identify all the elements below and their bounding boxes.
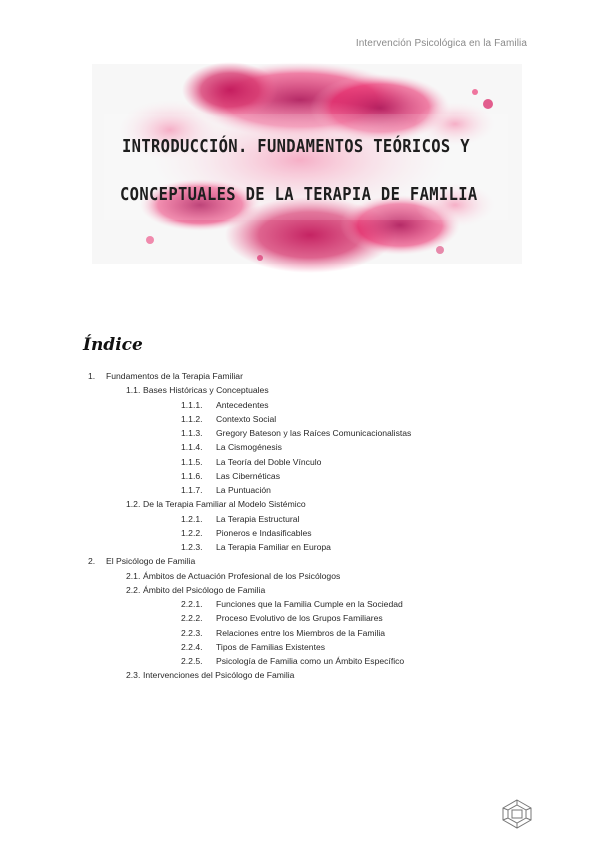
- toc-entry: [181, 513, 299, 525]
- toc-entry-number: 1.2.1.: [181, 514, 203, 524]
- header-title: Intervención Psicológica en la Familia: [355, 38, 527, 49]
- toc-entry-number: 1.1.2.: [181, 414, 203, 424]
- toc-entry-label: Pioneros e Indasificables: [216, 528, 312, 538]
- toc-entry: [181, 441, 282, 453]
- toc-entry-number: 2.2.4.: [181, 642, 203, 652]
- toc-entry-label: Funciones que la Familia Cumple en la Sociedad: [216, 599, 403, 609]
- toc-entry: [126, 498, 306, 510]
- toc-entry-number: 2.3.: [126, 670, 141, 680]
- toc-entry: [181, 527, 312, 539]
- toc-entry-number: 1.: [88, 371, 96, 381]
- toc-entry-label: Contexto Social: [216, 414, 277, 424]
- toc-entry-label: La Terapia Estructural: [216, 514, 300, 524]
- toc-entry: [181, 456, 321, 468]
- toc-entry-label: La Cismogénesis: [216, 442, 282, 452]
- toc-entry: [181, 641, 325, 653]
- toc-entry: [181, 484, 271, 496]
- toc-entry: [181, 598, 403, 610]
- toc-entry: [181, 399, 269, 411]
- toc-entry-label: La Terapia Familiar en Europa: [216, 542, 331, 552]
- toc-entry: [181, 470, 280, 482]
- toc-entry: [181, 541, 331, 553]
- toc-entry-label: La Teoría del Doble Vínculo: [216, 457, 322, 467]
- toc-entry-number: 2.2.2.: [181, 613, 203, 623]
- toc-entry-number: 2.1.: [126, 571, 141, 581]
- toc-entry-label: La Puntuación: [216, 485, 271, 495]
- toc-entry-number: 1.2.3.: [181, 542, 203, 552]
- toc-entry-label: Antecedentes: [216, 400, 269, 410]
- toc-entry-number: 1.1.6.: [181, 471, 203, 481]
- toc-entry-number: 2.: [88, 556, 96, 566]
- toc-entry-label: Gregory Bateson y las Raíces Comunicacionalistas: [216, 428, 412, 438]
- toc-entry: [181, 413, 276, 425]
- main-title-line-1: INTRODUCCIÓN. FUNDAMENTOS TEÓRICOS Y: [122, 136, 470, 157]
- toc-entry: [88, 370, 243, 382]
- toc-entry-number: 1.1.: [126, 385, 141, 395]
- toc-entry-number: 1.1.5.: [181, 457, 203, 467]
- main-title-line-2: CONCEPTUALES DE LA TERAPIA DE FAMILIA: [120, 184, 478, 205]
- toc-entry-number: 1.1.1.: [181, 400, 203, 410]
- toc-entry-label: Fundamentos de la Terapia Familiar: [106, 371, 243, 381]
- toc-entry-number: 2.2.: [126, 585, 141, 595]
- toc-entry-number: 1.2.: [126, 499, 141, 509]
- index-heading: Índice: [83, 335, 143, 355]
- toc-entry-number: 2.2.5.: [181, 656, 203, 666]
- toc-entry-number: 1.1.4.: [181, 442, 203, 452]
- toc-entry-label: De la Terapia Familiar al Modelo Sistémico: [143, 499, 306, 509]
- toc-entry-label: Psicología de Familia como un Ámbito Específico: [216, 656, 405, 666]
- toc-entry: [126, 384, 269, 396]
- toc-entry: [181, 612, 383, 624]
- toc-entry: [181, 655, 404, 667]
- toc-entry-label: El Psicólogo de Familia: [106, 556, 196, 566]
- toc-entry-number: 1.1.7.: [181, 485, 203, 495]
- toc-entry-number: 1.1.3.: [181, 428, 203, 438]
- toc-entry-number: 1.2.2.: [181, 528, 203, 538]
- toc-entry: [126, 584, 265, 596]
- toc-entry-label: Bases Históricas y Conceptuales: [143, 385, 269, 395]
- toc-entry-label: Ámbitos de Actuación Profesional de los Psicólogos: [143, 571, 341, 581]
- toc-entry-label: Tipos de Familias Existentes: [216, 642, 326, 652]
- toc-entry-label: Ámbito del Psicólogo de Familia: [143, 585, 266, 595]
- toc-entry: [181, 627, 385, 639]
- toc-entry: [181, 427, 411, 439]
- toc-entry: [126, 669, 294, 681]
- toc-entry-label: Relaciones entre los Miembros de la Familia: [216, 628, 386, 638]
- toc-entry-label: Las Cibernéticas: [216, 471, 281, 481]
- toc-entry: [126, 570, 340, 582]
- toc-entry-number: 2.2.1.: [181, 599, 203, 609]
- toc-entry-label: Intervenciones del Psicólogo de Familia: [143, 670, 295, 680]
- toc-entry: [88, 555, 195, 567]
- mandala-logo-icon: [500, 798, 534, 834]
- toc-entry-number: 2.2.3.: [181, 628, 203, 638]
- toc-entry-label: Proceso Evolutivo de los Grupos Familiares: [216, 613, 383, 623]
